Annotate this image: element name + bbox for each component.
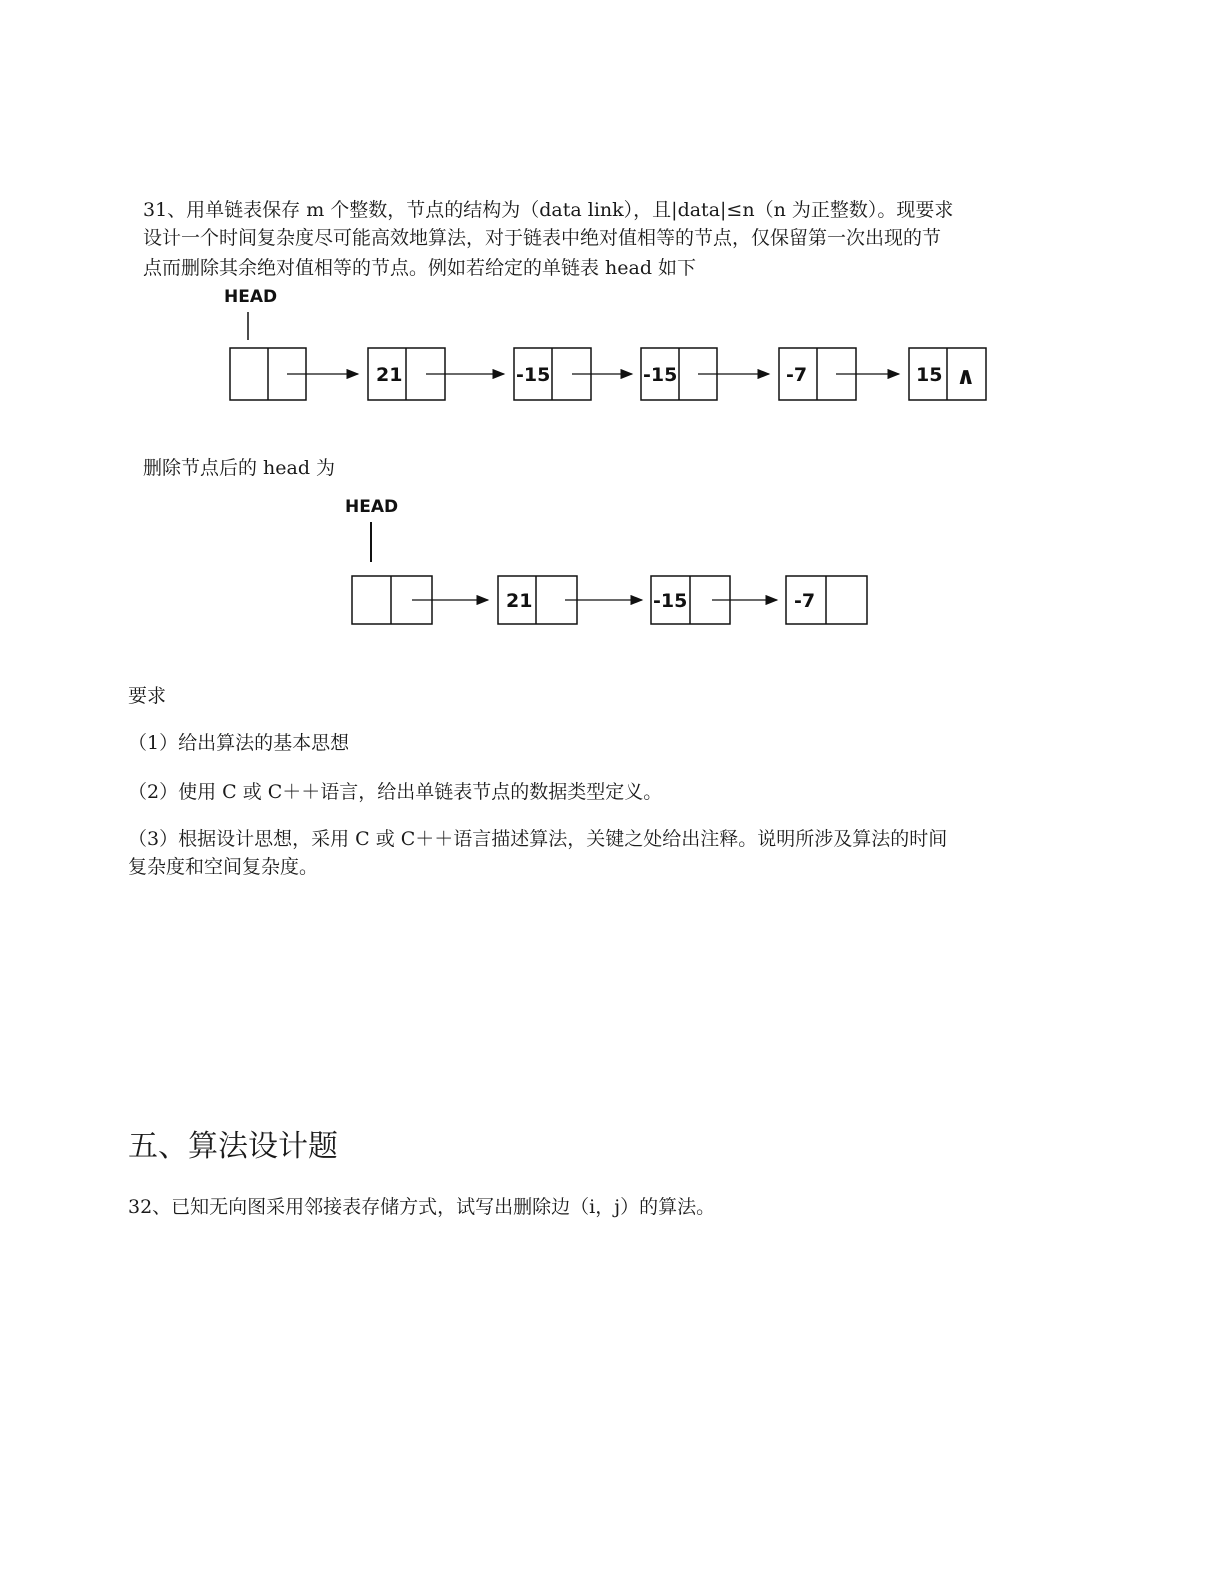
linked-list-diagram-original: [0, 0, 1224, 420]
section-title: 五、算法设计题: [128, 1129, 338, 1164]
node-3: [786, 576, 867, 624]
requirements-heading: 要求: [128, 685, 167, 707]
node-value: -15: [643, 364, 678, 386]
node-value: 21: [376, 364, 403, 386]
q32-text: 32、已知无向图采用邻接表存储方式，试写出删除边（i，j）的算法。: [128, 1196, 716, 1218]
requirement-3-line2: 复杂度和空间复杂度。: [128, 856, 319, 878]
requirement-1: （1）给出算法的基本思想: [128, 732, 350, 754]
node-value: 15: [916, 364, 943, 386]
null-symbol: ∧: [956, 362, 976, 390]
node-value: -7: [786, 364, 808, 386]
node-value: 21: [506, 590, 533, 612]
node-value: -7: [794, 590, 816, 612]
q31-line2: 设计一个时间复杂度尽可能高效地算法，对于链表中绝对值相等的节点，仅保留第一次出现的节: [143, 227, 942, 249]
linked-list-diagram-result: [0, 480, 1224, 650]
q31-line3: 点而删除其余绝对值相等的节点。例如若给定的单链表 head 如下: [143, 257, 697, 279]
requirement-3-line1: （3）根据设计思想，采用 C 或 C＋＋语言描述算法，关键之处给出注释。说明所涉及算法的时间: [128, 828, 948, 850]
node-5: [909, 348, 986, 400]
head-label: HEAD: [224, 287, 278, 307]
requirement-2: （2）使用 C 或 C＋＋语言，给出单链表节点的数据类型定义。: [128, 781, 663, 803]
q31-line1: 31、用单链表保存 m 个整数，节点的结构为（data link），且|data|≤n（n 为正整数）。现要求: [143, 199, 954, 221]
after-delete-caption: 删除节点后的 head 为: [143, 457, 336, 479]
node-value: -15: [653, 590, 688, 612]
node-value: -15: [516, 364, 551, 386]
head-label: HEAD: [345, 497, 399, 517]
